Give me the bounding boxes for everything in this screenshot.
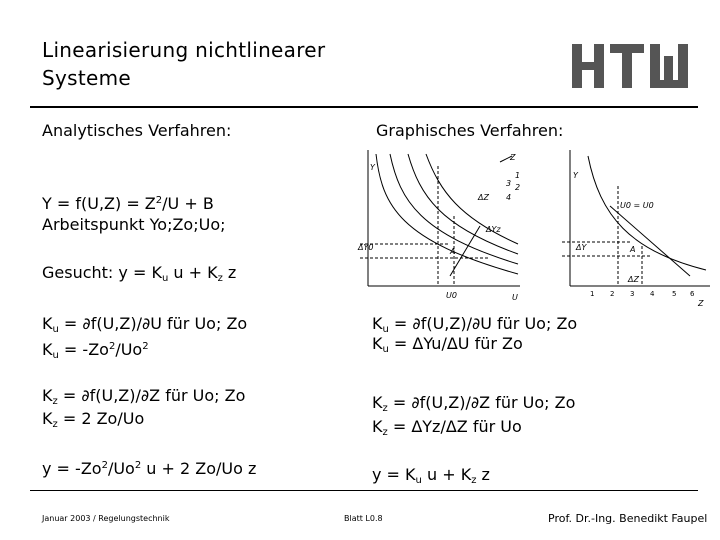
curve-2-label: 2 xyxy=(515,183,521,192)
left-dy0-label: ΔY0 xyxy=(358,243,374,252)
htw-logo xyxy=(572,42,692,90)
tick-label: 6 xyxy=(690,290,695,298)
tick-label: 3 xyxy=(630,290,635,298)
left-dyz-label: ΔYz xyxy=(486,225,501,234)
right-tick-labels xyxy=(590,290,695,298)
footer-rule xyxy=(30,490,698,491)
right-y-axis-label: Y xyxy=(573,171,578,180)
right-dy-label: ΔY xyxy=(576,243,587,252)
tick-label: 1 xyxy=(590,290,595,298)
gesucht-line: Gesucht: $y = K_u$ $u + K_z$ z xyxy=(42,263,237,284)
left-result: $y = -Zo^2/Uo^2$ u + 2 Zo/Uo z xyxy=(42,459,257,478)
left-y-axis-label: Y xyxy=(370,163,375,172)
left-ku-line-1: $K_u = \partial f(U,Z)/\partial U$ für Uo; Zo xyxy=(42,314,248,335)
equation-function: $Y = f(U,Z) = Z^2/U + B$ xyxy=(42,194,214,213)
right-x-axis-label: Z xyxy=(698,299,704,306)
left-dz-label: ΔZ xyxy=(478,193,489,202)
left-u0-label: U0 xyxy=(446,291,457,300)
right-ku-line-1: $K_u = \partial f(U,Z)/\partial U$ für Uo; Zo xyxy=(372,314,578,335)
left-kz-line-1: $K_z = \partial f(U,Z)/\partial Z$ für Uo; Zo xyxy=(42,386,246,407)
tick-label: 4 xyxy=(650,290,655,298)
left-x-axis-label: U xyxy=(512,293,518,302)
right-heading: Graphisches Verfahren: xyxy=(376,121,564,140)
curve-1-label: 1 xyxy=(515,171,521,180)
tick-label: 5 xyxy=(672,290,677,298)
footer-left: Januar 2003 / Regelungstechnik xyxy=(42,514,170,523)
left-z-label: Z xyxy=(510,153,516,162)
right-ku-line-2: $K_u = \Delta Yu/\Delta U$ für Zo xyxy=(372,334,523,355)
logo-text: HTW xyxy=(572,42,575,43)
equation-operating-point: Arbeitspunkt Yo;Zo;Uo; xyxy=(42,215,226,234)
left-ku-line-2: $K_u = -Zo^2/Uo^2$ xyxy=(42,340,149,361)
footer-center: Blatt L0.8 xyxy=(344,514,383,523)
right-u0-note: U0 = U0 xyxy=(620,201,654,210)
right-point-a: A xyxy=(630,245,636,254)
header-rule xyxy=(30,106,698,108)
right-kz-line-1: $K_z = \partial f(U,Z)/\partial Z$ für Uo; Zo xyxy=(372,393,576,414)
curve-3-label: 3 xyxy=(506,179,512,188)
right-kz-line-2: $K_z = \Delta Yz/\Delta Z$ für Uo xyxy=(372,417,522,438)
title-line-2: Systeme xyxy=(42,66,131,90)
right-dz-label: ΔZ xyxy=(628,275,639,284)
tick-label: 2 xyxy=(610,290,615,298)
title-line-1: Linearisierung nichtlinearer xyxy=(42,38,326,62)
footer-right: Prof. Dr.-Ing. Benedikt Faupel xyxy=(548,512,708,525)
page-title xyxy=(42,36,325,92)
left-point-a: A xyxy=(450,247,456,256)
curve-4-label: 4 xyxy=(506,193,512,202)
graphical-method-figure xyxy=(330,146,714,306)
left-heading: Analytisches Verfahren: xyxy=(42,121,232,140)
left-kz-line-2: $K_z = 2$ Zo/Uo xyxy=(42,409,145,430)
right-result: $y = K_u$ $u + K_z$ z xyxy=(372,465,490,486)
